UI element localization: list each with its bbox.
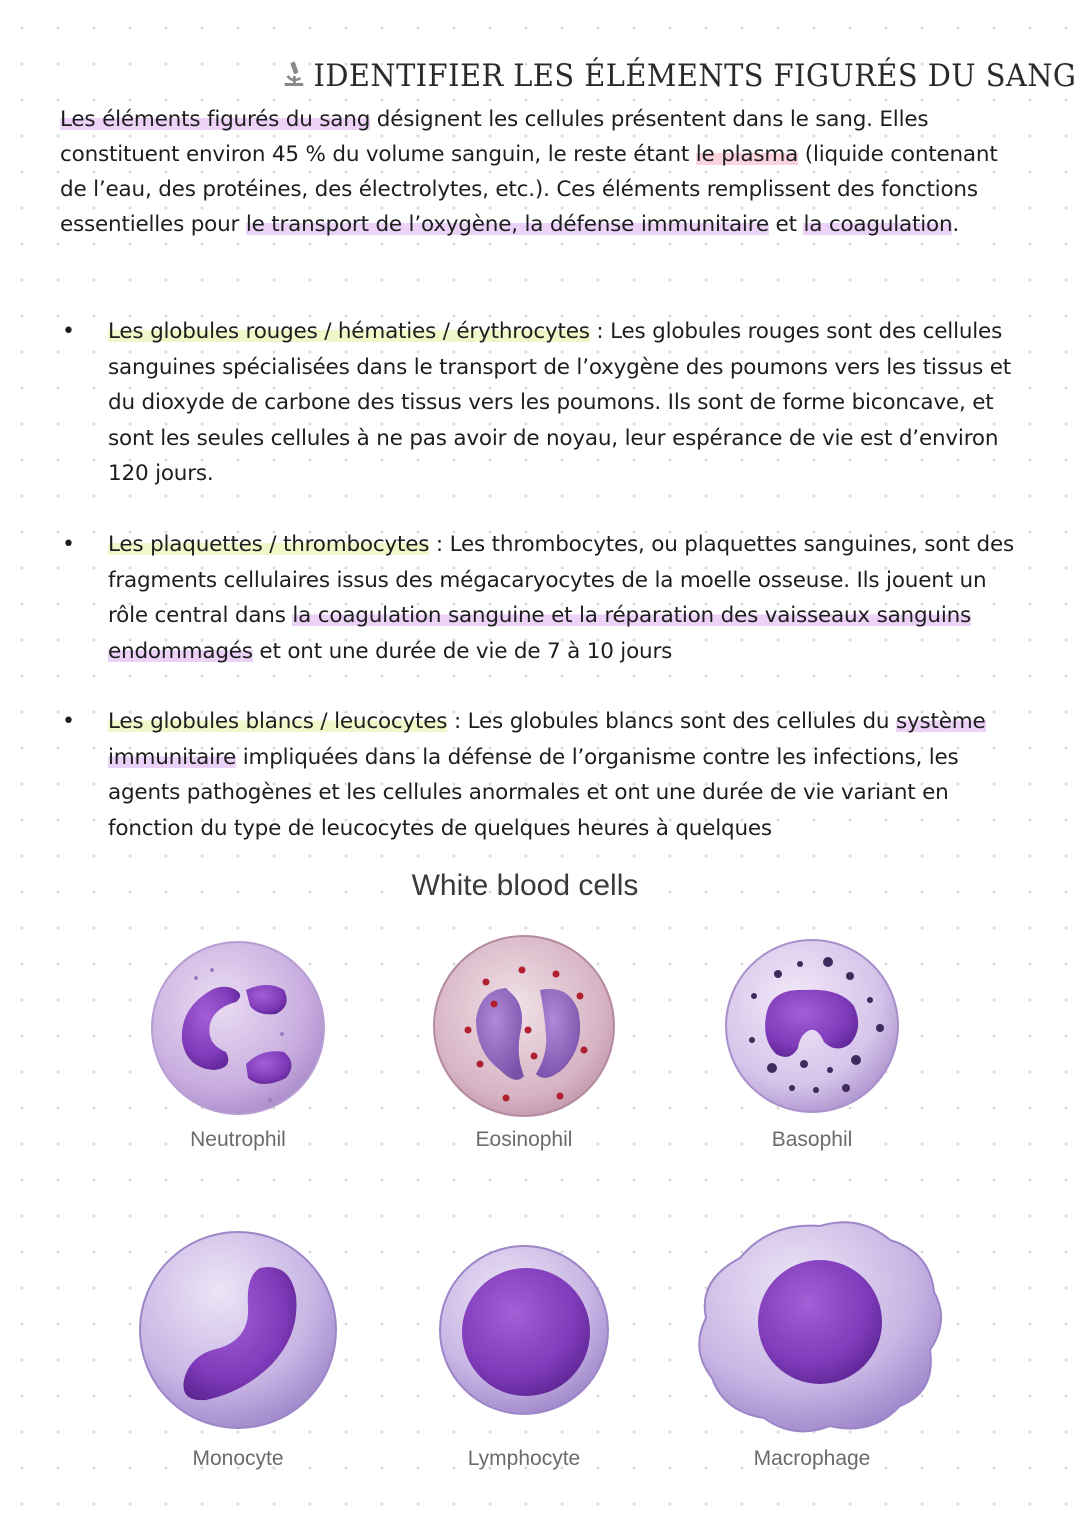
bullet-dot: • (62, 319, 75, 344)
highlight-coagulation: la coagulation (803, 212, 953, 237)
bullet-text: : Les thrombocytes, ou plaquettes sanguines, sont des fragments cellulaires issus des mégacaryocytes de la moelle osseuse. Ils jouent un rôle central dans (108, 532, 1014, 628)
bullet-plaquettes (62, 527, 1028, 669)
bullet-text: impliquées dans la défense de l’organisme contre les infections, les agents pathogènes et les cellules anormales et ont une durée de vie variant en fonction du type de leucocytes de quelques heures à quelques (108, 744, 959, 841)
highlight-systeme-immunitaire: système immunitaire (108, 709, 986, 770)
neutrophil-cell (152, 942, 324, 1114)
figure-title: White blood cells (411, 869, 639, 902)
intro-paragraph (60, 102, 1020, 242)
intro-text-2: (liquide contenant de l’eau, des protéines, des électrolytes, etc.). Ces éléments remplissent des fonctions essentielles pour (60, 142, 998, 237)
label-monocyte: Monocyte (192, 1447, 284, 1470)
label-lymphocyte: Lymphocyte (467, 1447, 581, 1470)
bullet-dot: • (62, 709, 75, 734)
term-globules-blancs: Les globules blancs / leucocytes (108, 709, 448, 734)
macrophage-cell (699, 1222, 941, 1431)
bullet-globules-blancs (62, 704, 1028, 846)
label-neutrophil: Neutrophil (190, 1128, 286, 1151)
highlight-transport-defense: le transport de l’oxygène, la défense immunitaire (245, 212, 769, 237)
monocyte-cell (140, 1232, 336, 1428)
bullet-text: : Les globules rouges sont des cellules sanguines spécialisées dans le transport de l’oxygène des poumons vers les tissus et du dioxyde de carbone des tissus vers les poumons. Ils sont de forme biconcave, et sont les seules cellules à ne pas avoir de noyau, leur espérance de vie est d’environ 120 jours. (108, 319, 1012, 486)
highlight-coagulation-sanguine: la coagulation sanguine et la réparation des vaisseaux sanguins endommagés (108, 603, 972, 664)
microscope-icon (280, 59, 308, 89)
bullet-globules-rouges (62, 314, 1028, 492)
intro-text-1: désignent les cellules présentent dans le sang. Elles constituent environ 45 % du volume sanguin, le reste étant (60, 107, 929, 167)
intro-text-4: . (952, 212, 960, 237)
page-title-text: IDENTIFIER LES ÉLÉMENTS FIGURÉS DU SANG (313, 58, 1077, 94)
lymphocyte-cell (440, 1246, 608, 1414)
highlight-plasma: le plasma (695, 142, 799, 167)
white-blood-cells-figure (0, 860, 1080, 1500)
basophil-cell (726, 940, 898, 1112)
term-globules-rouges: Les globules rouges / hématies / érythrocytes (108, 319, 590, 344)
eosinophil-cell (434, 936, 614, 1116)
bullet-text: : Les globules blancs sont des cellules du (447, 709, 896, 734)
label-basophil: Basophil (771, 1128, 853, 1151)
highlight-elements-figures: Les éléments figurés du sang (60, 107, 371, 132)
intro-text-3: et (768, 212, 804, 237)
bullet-dot: • (62, 532, 75, 557)
page-title (280, 58, 1077, 94)
bullet-text: et ont une durée de vie de 7 à 10 jours (252, 638, 673, 664)
label-eosinophil: Eosinophil (475, 1128, 573, 1151)
term-plaquettes: Les plaquettes / thrombocytes (108, 532, 430, 557)
label-macrophage: Macrophage (753, 1447, 871, 1470)
